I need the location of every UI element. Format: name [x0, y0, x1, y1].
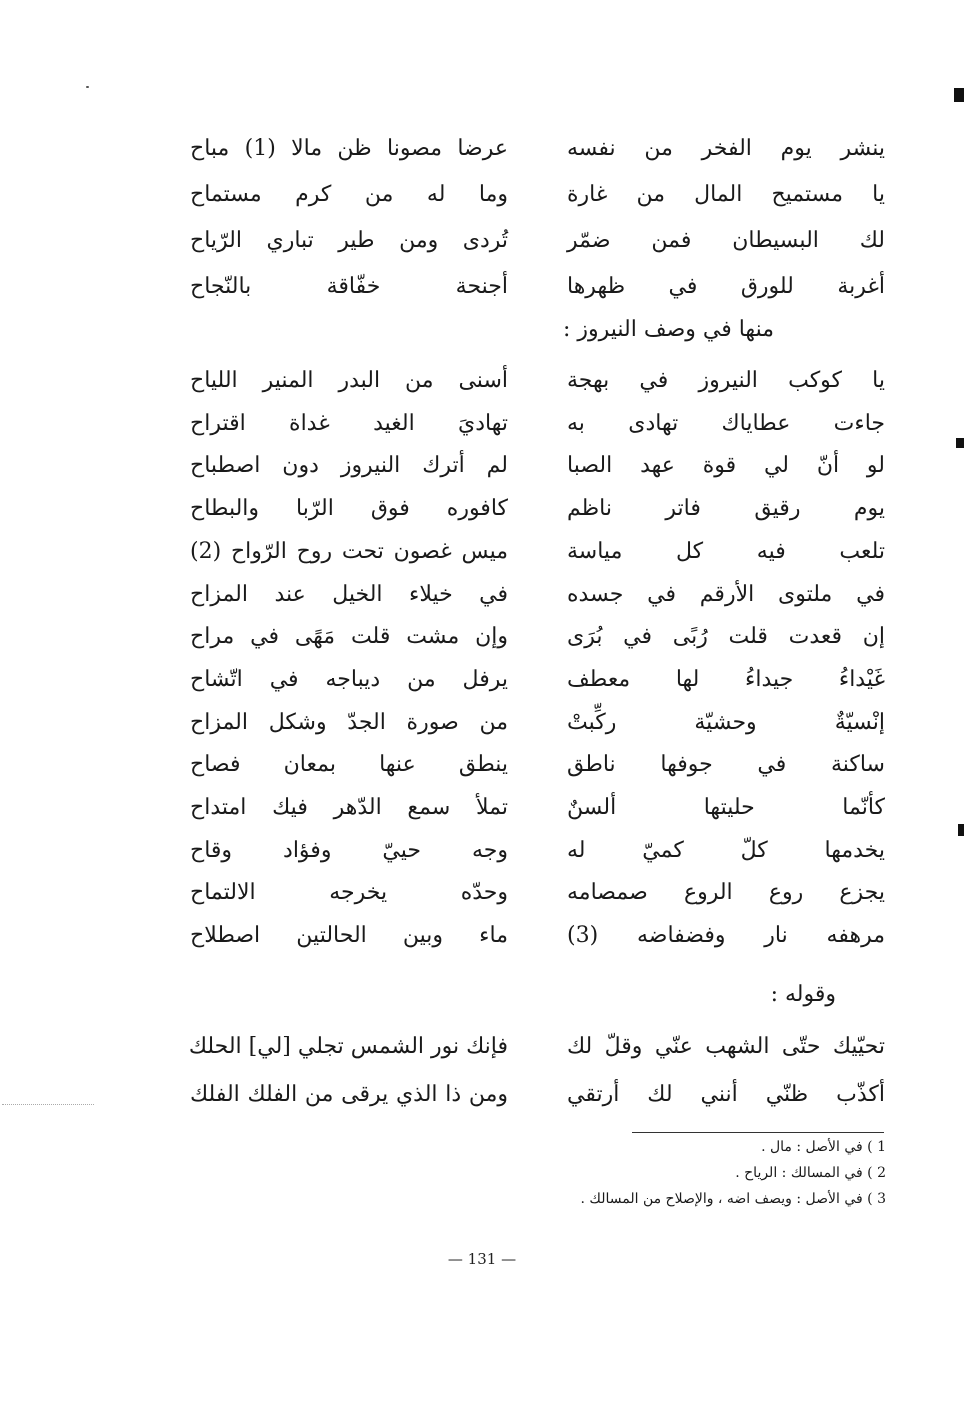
scan-dotted-line: [2, 1104, 94, 1105]
verse: [180, 172, 885, 218]
verse-second-hemistich: وإن مشت قلت مَهًى في مراح: [190, 624, 508, 650]
verse: [180, 529, 885, 575]
verse: [180, 486, 885, 532]
verse: [180, 358, 885, 404]
verse-second-hemistich: أجنحة خفّاقة بالنّجاح: [190, 274, 508, 299]
section-heading: منها في وصف النيروز :: [562, 317, 774, 342]
verse-first-hemistich: أغربة للورق في ظهرها: [567, 274, 885, 299]
verse-second-hemistich: وما له من كرم مستماح: [190, 182, 508, 207]
footnote-1: 1 ) في الأصل : مال .: [761, 1139, 886, 1155]
verse: [180, 870, 885, 916]
scan-mark: [956, 438, 964, 448]
verse-second-hemistich: فإنك نور الشمس تجلي [لي] الحلك: [188, 1034, 508, 1059]
verse-second-hemistich: لم أترك النيروز دون اصطباح: [190, 453, 508, 479]
footnote-divider: [632, 1132, 884, 1133]
verse-second-hemistich: يرفل من ديباجه في اتّشاح: [190, 666, 508, 692]
verse-second-hemistich: ميس غصون تحت روح الرّواح (2): [190, 538, 508, 564]
verse: [180, 218, 885, 264]
verse-second-hemistich: كافوره فوق الرّبا والبطاح: [190, 496, 508, 522]
verse: [180, 1072, 885, 1118]
verse-second-hemistich: تملأ سمع الدّهر فيك امتداح: [190, 795, 508, 820]
section-heading: وقوله :: [770, 982, 836, 1007]
scan-mark: [958, 824, 964, 836]
verse-second-hemistich: ينطق عنها بمعان فصاح: [190, 752, 508, 778]
verse-first-hemistich: ساكنة في جوفها ناطق: [567, 752, 885, 778]
footnote-2: 2 ) في المسالك : الرياح .: [735, 1165, 886, 1181]
verse-first-hemistich: مرهفه نار وفضفاضه (3): [567, 923, 885, 949]
verse-second-hemistich: وجه حييّ وفؤاد وقاح: [190, 837, 508, 863]
verse-first-hemistich: كأنّما حليتها ألسنٌ: [567, 795, 885, 820]
verse: [180, 443, 885, 489]
verse-first-hemistich: أكذّب ظنّي أنني لك أرتقي: [567, 1082, 885, 1107]
verse-second-hemistich: عرضا مصونا ظن مالا (1) مباح: [190, 136, 508, 161]
verse: [180, 401, 885, 447]
verse-first-hemistich: إن قعدت قلت رُبًى في بُرَى: [567, 624, 885, 650]
verse: [180, 913, 885, 959]
verse-second-hemistich: تُردى ومن طير تباري الرّياح: [190, 228, 508, 253]
verse-second-hemistich: أسنى من البدر المنير اللياح: [190, 368, 508, 393]
scan-speck: [86, 86, 89, 88]
verse: [180, 1024, 885, 1070]
verse-second-hemistich: في خيلاء الخيل عند المزاح: [190, 581, 508, 607]
footnote-3: 3 ) في الأصل : ويصف اضه ، والإصلاح من المسالك .: [580, 1191, 886, 1207]
verse-first-hemistich: إنْسيّةٌ وحشيّة ركِّبتْ: [567, 709, 885, 735]
verse-first-hemistich: يجزع روع الروع صمصامه: [567, 880, 885, 906]
verse-first-hemistich: يوم رقيق فاتر ناظم: [567, 496, 885, 522]
verse-first-hemistich: يخدمها كلّ كميّ له: [567, 837, 885, 863]
verse-second-hemistich: تهاديَ الغيد غداة اقتراح: [190, 410, 508, 436]
verse: [180, 614, 885, 660]
verse: [180, 700, 885, 746]
verse: [180, 785, 885, 831]
verse-second-hemistich: ماء وبين الحالتين اصطلاح: [190, 923, 508, 949]
verse-first-hemistich: يا كوكب النيروز في بهجة: [567, 368, 885, 393]
verse: [180, 126, 885, 172]
verse-first-hemistich: ينشر يوم الفخر من نفسه: [567, 136, 885, 161]
verse-first-hemistich: تلعب فيه كل مياسة: [567, 538, 885, 564]
verse: [180, 264, 885, 310]
verse: [180, 657, 885, 703]
verse: [180, 572, 885, 618]
verse-first-hemistich: لو أنّ لي قوة عهد الصبا: [567, 453, 885, 479]
verse-second-hemistich: وحدّه يخرجه الالتماح: [190, 880, 508, 906]
verse-first-hemistich: تحيّيك حتّى الشهب عنّي وقلّ لك: [567, 1034, 885, 1059]
verse-first-hemistich: لك البسيطان فمن ضمّر: [567, 228, 885, 253]
verse-first-hemistich: في ملتوى الأرقم في جسده: [567, 581, 885, 607]
scan-mark: [954, 88, 964, 102]
page-number: — 131 —: [447, 1250, 517, 1268]
verse-first-hemistich: جاءت عطاياك تهادى به: [567, 410, 885, 436]
verse-second-hemistich: من صورة الجدّ وشكل المزاح: [190, 709, 508, 735]
verse-first-hemistich: يا مستميح المال من غارة: [567, 182, 885, 207]
verse-first-hemistich: غَيْداءُ جيداءُ لها معطف: [567, 666, 885, 692]
verse-second-hemistich: ومن ذا الذي يرقى من الفلك الفلك: [190, 1082, 508, 1107]
verse: [180, 742, 885, 788]
verse: [180, 828, 885, 874]
